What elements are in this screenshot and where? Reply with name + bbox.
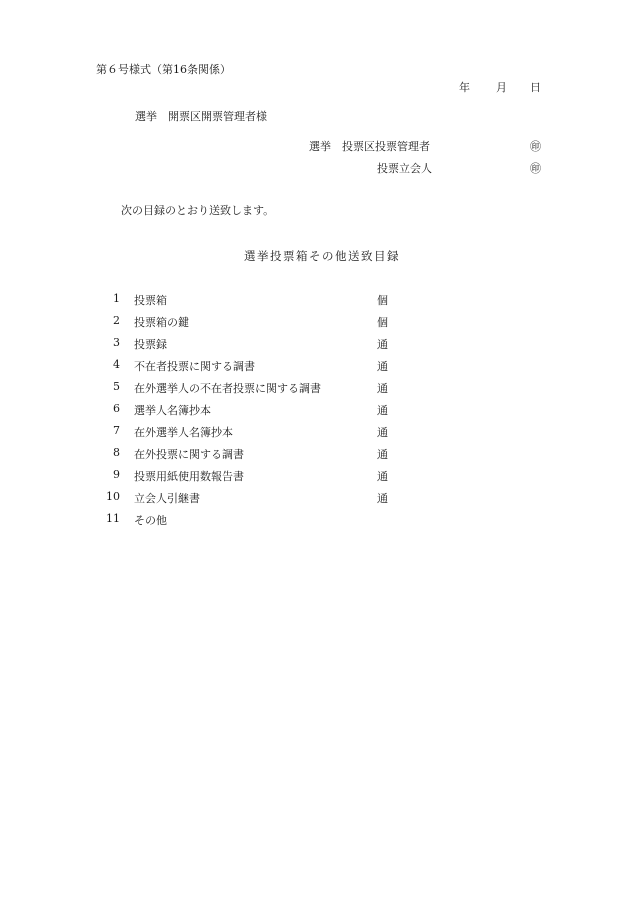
item-unit: 個 — [377, 294, 388, 307]
item-unit: 通 — [377, 426, 388, 439]
list-item — [0, 424, 630, 440]
item-number: 7 — [113, 424, 120, 437]
seal-mark-witness: ㊞ — [530, 162, 541, 175]
sender-title-witness: 投票立会人 — [377, 162, 432, 175]
date-day: 日 — [530, 81, 541, 94]
item-name: 在外選挙人名簿抄本 — [134, 426, 233, 439]
item-number: 2 — [113, 314, 120, 327]
list-item — [0, 402, 630, 418]
item-name: 投票用紙使用数報告書 — [134, 470, 244, 483]
list-item — [0, 358, 630, 374]
list-item — [0, 468, 630, 484]
addressee: 選挙 開票区開票管理者様 — [135, 110, 267, 123]
item-number: 8 — [113, 446, 120, 459]
list-item — [0, 314, 630, 330]
item-number: 5 — [113, 380, 120, 393]
item-number: 6 — [113, 402, 120, 415]
list-item — [0, 490, 630, 506]
date-month: 月 — [496, 81, 507, 94]
item-number: 11 — [106, 512, 120, 525]
item-name: 投票録 — [134, 338, 167, 351]
list-item — [0, 512, 630, 528]
document-title: 選挙投票箱その他送致目録 — [244, 249, 400, 263]
item-number: 3 — [113, 336, 120, 349]
item-unit: 通 — [377, 382, 388, 395]
item-name: 在外投票に関する調書 — [134, 448, 244, 461]
item-unit: 通 — [377, 404, 388, 417]
item-name: 投票箱 — [134, 294, 167, 307]
item-number: 10 — [106, 490, 120, 503]
list-item — [0, 336, 630, 352]
item-name: 在外選挙人の不在者投票に関する調書 — [134, 382, 321, 395]
list-item — [0, 446, 630, 462]
list-item — [0, 380, 630, 396]
item-unit: 通 — [377, 360, 388, 373]
item-name: 投票箱の鍵 — [134, 316, 189, 329]
date-year: 年 — [459, 81, 470, 94]
item-unit: 通 — [377, 338, 388, 351]
list-item — [0, 292, 630, 308]
item-name: 選挙人名簿抄本 — [134, 404, 211, 417]
item-number: 9 — [113, 468, 120, 481]
item-name: 不在者投票に関する調書 — [134, 360, 255, 373]
seal-mark-manager: ㊞ — [530, 140, 541, 153]
item-unit: 個 — [377, 316, 388, 329]
item-name: 立会人引継書 — [134, 492, 200, 505]
sender-title-manager: 選挙 投票区投票管理者 — [309, 140, 430, 153]
item-number: 1 — [113, 292, 120, 305]
form-number: 第６号様式（第16条関係） — [96, 63, 231, 76]
item-name: その他 — [134, 514, 167, 527]
item-unit: 通 — [377, 492, 388, 505]
item-unit: 通 — [377, 470, 388, 483]
intro-text: 次の目録のとおり送致します。 — [121, 204, 275, 217]
item-unit: 通 — [377, 448, 388, 461]
item-number: 4 — [113, 358, 120, 371]
